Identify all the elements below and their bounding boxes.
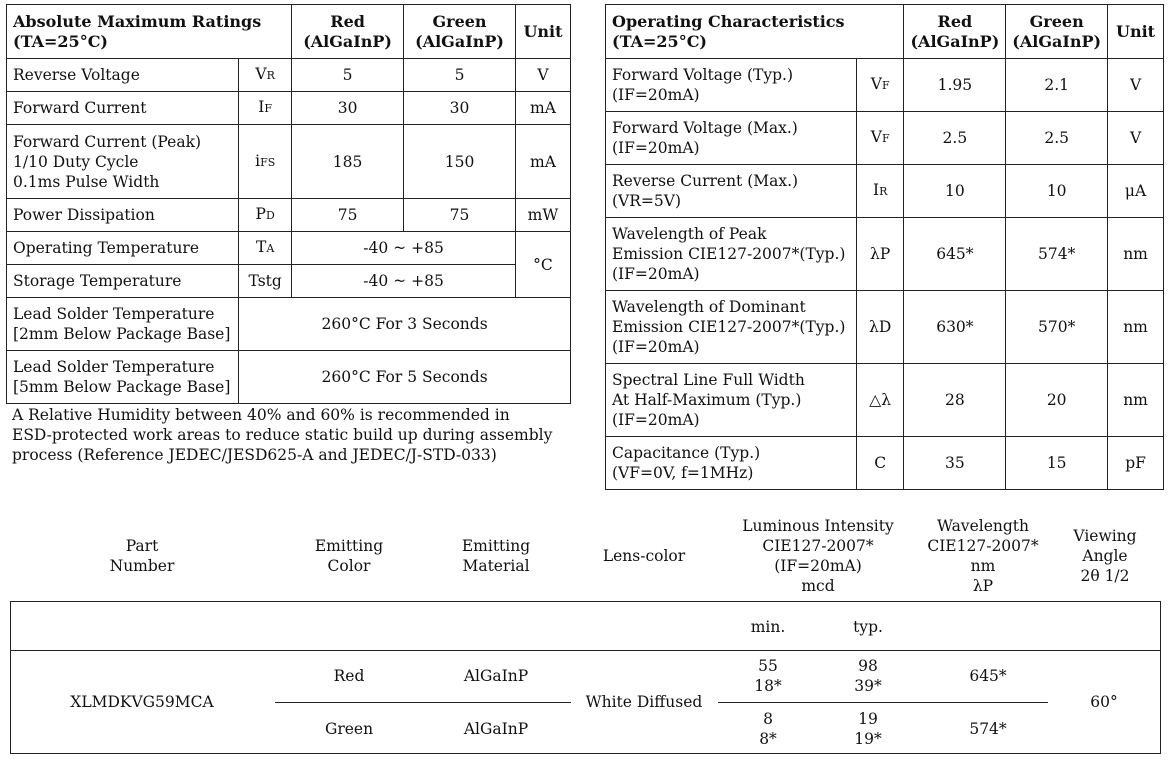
table-row: Forward Voltage (Typ.) (IF=20mA) VF 1.95 2.1 V <box>606 59 1164 112</box>
viewing-angle: 60° <box>1090 693 1118 711</box>
amr-col-red: Red (AlGaInP) <box>292 5 404 59</box>
row-green-typ: 19 19* <box>854 710 882 748</box>
table-row: Forward Voltage (Max.) (IF=20mA) VF 2.5 2.5 V <box>606 112 1164 165</box>
row-separator-right <box>718 702 1048 703</box>
header-wavelength: Wavelength CIE127-2007* nm λP <box>927 517 1039 595</box>
oc-col-unit: Unit <box>1108 5 1164 59</box>
row-red-typ: 98 39* <box>854 657 882 695</box>
amr-col-green: Green (AlGaInP) <box>404 5 516 59</box>
lens-color: White Diffused <box>585 693 703 711</box>
row-green-wavelength: 574* <box>969 720 1007 738</box>
oc-col-red: Red (AlGaInP) <box>904 5 1006 59</box>
table-row: Reverse Voltage VR 5 5 V <box>7 59 571 92</box>
row-red-color: Red <box>333 667 365 685</box>
table-row: Forward Current (Peak) 1/10 Duty Cycle 0.1ms Pulse Width iFS 185 150 mA <box>7 125 571 199</box>
row-separator-left <box>275 702 571 703</box>
oc-col-green: Green (AlGaInP) <box>1006 5 1108 59</box>
row-green-color: Green <box>324 720 374 738</box>
typ-label: typ. <box>853 618 883 636</box>
oc-title: Operating Characteristics (TA=25°C) <box>606 5 904 59</box>
table-row: Capacitance (Typ.) (VF=0V, f=1MHz) C 35 15 pF <box>606 437 1164 490</box>
header-luminous-intensity: Luminous Intensity CIE127-2007* (IF=20mA) mcd <box>742 517 894 595</box>
table-row: Lead Solder Temperature [2mm Below Package Base] 260°C For 3 Seconds <box>7 298 571 351</box>
table-row: Lead Solder Temperature [5mm Below Package Base] 260°C For 5 Seconds <box>7 351 571 404</box>
header-emitting-material: Emitting Material <box>461 537 531 575</box>
amr-title: Absolute Maximum Ratings (TA=25°C) <box>7 5 292 59</box>
table-row: Forward Current IF 30 30 mA <box>7 92 571 125</box>
table-row: Spectral Line Full Width At Half-Maximum (Typ.) (IF=20mA) △λ 28 20 nm <box>606 364 1164 437</box>
row-red-wavelength: 645* <box>969 667 1007 685</box>
part-number: XLMDKVG59MCA <box>70 693 214 711</box>
row-green-material: AlGaInP <box>463 720 529 738</box>
table-row: Power Dissipation PD 75 75 mW <box>7 199 571 232</box>
header-viewing-angle: Viewing Angle 2θ 1/2 <box>1073 527 1137 585</box>
operating-characteristics-table <box>605 4 1164 490</box>
table-row: Wavelength of Dominant Emission CIE127-2007*(Typ.) (IF=20mA) λD 630* 570* nm <box>606 291 1164 364</box>
row-green-min: 8 8* <box>759 710 777 748</box>
humidity-note: A Relative Humidity between 40% and 60% is recommended in ESD-protected work areas to reduce static build up during assembly process (Reference JEDEC/JESD625-A and JEDEC/J-STD-033) <box>12 406 553 464</box>
table-row: Wavelength of Peak Emission CIE127-2007*(Typ.) (IF=20mA) λP 645* 574* nm <box>606 218 1164 291</box>
amr-col-unit: Unit <box>515 5 570 59</box>
table-row: Operating Temperature TA -40 ~ +85 °C <box>7 232 571 265</box>
absolute-max-ratings-table <box>6 4 571 404</box>
table-row: Storage Temperature Tstg -40 ~ +85 <box>7 265 571 298</box>
header-lens-color: Lens-color <box>602 547 686 565</box>
header-part-number: Part Number <box>109 537 175 575</box>
table-row: Reverse Current (Max.) (VR=5V) IR 10 10 μA <box>606 165 1164 218</box>
min-label: min. <box>750 618 786 636</box>
row-red-min: 55 18* <box>754 657 782 695</box>
part-table-divider <box>10 650 1161 651</box>
header-emitting-color: Emitting Color <box>314 537 384 575</box>
row-red-material: AlGaInP <box>463 667 529 685</box>
